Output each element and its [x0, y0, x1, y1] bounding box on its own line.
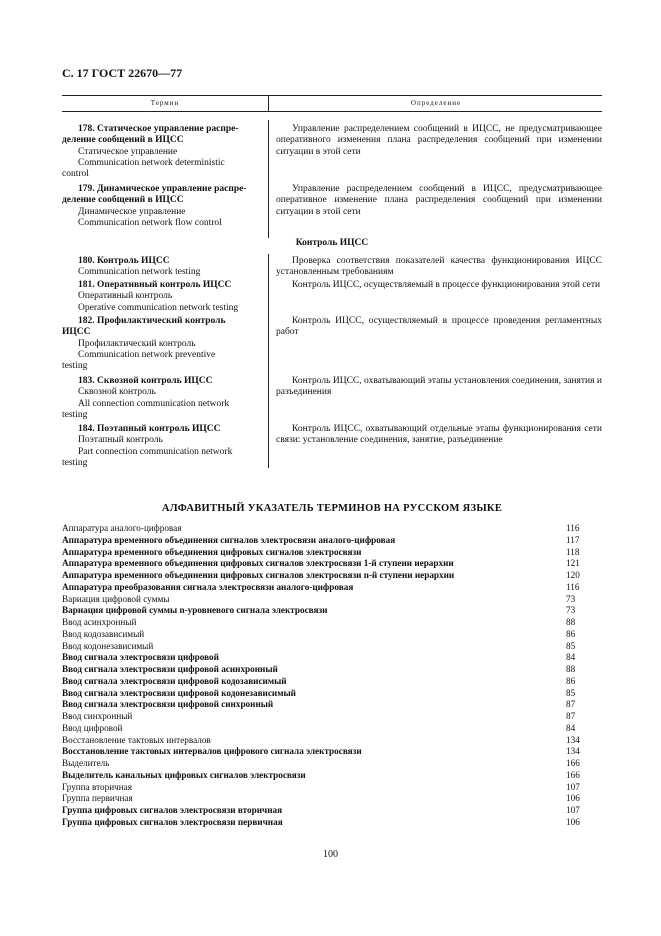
index-page-ref: 107	[566, 781, 580, 792]
term-title: 178. Статическое управление распре-	[78, 124, 239, 134]
index-row	[62, 711, 602, 723]
index-row	[62, 605, 602, 617]
definition-183	[276, 376, 602, 399]
index-page-ref: 73	[566, 593, 576, 604]
index-term: Аппаратура преобразования сигнала электросвязи аналого-цифровая	[62, 581, 354, 592]
index-row	[62, 676, 602, 688]
index-page-ref: 116	[566, 523, 580, 533]
definition-184	[276, 424, 602, 447]
index-term: Аппаратура аналого-цифровая	[62, 523, 182, 533]
index-page-ref: 118	[566, 546, 580, 557]
index-page-ref: 87	[566, 699, 576, 710]
index-row	[62, 547, 602, 559]
term-synonym: Сквозной контроль	[78, 387, 156, 398]
index-row	[62, 617, 602, 629]
index-row	[62, 652, 602, 664]
index-page-ref: 166	[566, 769, 580, 780]
alphabetical-index	[62, 523, 602, 829]
index-term: Группа первичная	[62, 793, 133, 804]
term-synonym: Поэтапный контроль	[78, 435, 163, 446]
index-term: Ввод сигнала электросвязи цифровой кодозависимый	[62, 675, 287, 686]
term-title: 183. Сквозной контроль ИЦСС	[78, 376, 213, 386]
index-row	[62, 629, 602, 641]
index-term: Аппаратура временного объединения сигналов электросвязи аналого-цифровая	[62, 534, 396, 545]
index-page-ref: 86	[566, 628, 576, 639]
index-page-ref: 107	[566, 805, 580, 815]
index-term: Ввод цифровой	[62, 722, 123, 733]
term-title: 180. Контроль ИЦСС	[78, 256, 170, 266]
index-page-ref: 106	[566, 793, 580, 804]
term-synonym: Профилактический контроль	[78, 338, 196, 349]
index-row	[62, 570, 602, 582]
index-page-ref: 88	[566, 617, 576, 627]
term-entry-180	[62, 256, 266, 279]
term-english: Communication network testing	[78, 267, 201, 278]
term-synonym: Оперативный контроль	[78, 291, 173, 302]
index-page-ref: 73	[566, 605, 576, 616]
index-page-ref: 121	[566, 558, 580, 569]
index-term: Аппаратура временного объединения цифровых сигналов электросвязи n-й ступени иерархии	[62, 570, 455, 580]
definition-text: Проверка соответствия показателей качества функционирования ИЦСС установленным требованиям	[276, 256, 602, 278]
index-page-ref: 85	[566, 687, 576, 698]
index-row	[62, 817, 602, 829]
index-page-ref: 117	[566, 534, 580, 545]
column-header-term: Термин	[150, 99, 180, 107]
page-number: 100	[323, 849, 338, 860]
term-entry-179	[62, 184, 266, 229]
term-title: деление сообщений в ИЦСС	[62, 135, 184, 146]
term-title: деление сообщений в ИЦСС	[62, 195, 184, 206]
term-title: 182. Профилактический контроль	[78, 316, 226, 326]
term-entry-182	[62, 316, 266, 372]
definition-text: Контроль ИЦСС, осуществляемый в процессе функционирования этой сети	[292, 280, 601, 290]
index-row	[62, 523, 602, 535]
term-english: Communication network deterministic	[78, 157, 225, 168]
index-row	[62, 723, 602, 735]
index-term: Ввод сигнала электросвязи цифровой кодонезависимый	[62, 687, 296, 698]
index-term: Группа цифровых сигналов электросвязи первичная	[62, 816, 283, 827]
index-row	[62, 782, 602, 794]
term-title: ИЦСС	[62, 327, 91, 338]
index-term: Ввод асинхронный	[62, 617, 137, 627]
term-english: control	[62, 169, 89, 180]
index-term: Восстановление тактовых интервалов	[62, 734, 211, 745]
term-entry-178	[62, 124, 266, 180]
column-divider	[268, 120, 269, 238]
term-synonym: Динамическое управление	[78, 206, 186, 217]
index-row	[62, 805, 602, 817]
column-header-definition: Определение	[410, 99, 462, 107]
term-title: 179. Динамическое управление распре-	[78, 184, 247, 194]
term-english: Communication network preventive	[78, 349, 216, 360]
index-row	[62, 758, 602, 770]
section-title: Контроль ИЦСС	[295, 238, 369, 248]
term-english: testing	[62, 409, 88, 420]
index-term: Группа вторичная	[62, 781, 132, 792]
index-term: Вариация цифровой суммы	[62, 593, 170, 604]
index-page-ref: 84	[566, 722, 576, 733]
index-term: Группа цифровых сигналов электросвязи вторичная	[62, 805, 283, 815]
index-term: Вариация цифровой суммы n-уровневого сигнала электросвязи	[62, 605, 328, 616]
definition-179	[276, 184, 602, 218]
index-page-ref: 88	[566, 664, 576, 674]
term-english: Communication network flow control	[78, 217, 222, 228]
index-row	[62, 746, 602, 758]
term-entry-183	[62, 376, 266, 421]
index-page-ref: 134	[566, 746, 580, 757]
definition-181	[276, 280, 602, 291]
index-row	[62, 699, 602, 711]
index-term: Аппаратура временного объединения цифровых сигналов электросвязи	[62, 546, 362, 557]
index-term: Аппаратура временного объединения цифровых сигналов электросвязи 1-й ступени иерархии	[62, 558, 454, 569]
definition-text: Управление распределением сообщений в ИЦСС, не предусматривающее оперативного изменения плана распределения сообщений при изменении ситуации в этой сети	[276, 124, 602, 157]
page-header: С. 17 ГОСТ 22670—77	[62, 66, 183, 80]
index-term: Восстановление тактовых интервалов цифрового сигнала электросвязи	[62, 746, 362, 757]
index-term: Ввод кодозависимый	[62, 628, 145, 639]
term-english: testing	[62, 361, 88, 372]
index-row	[62, 770, 602, 782]
index-page-ref: 166	[566, 758, 580, 768]
index-term: Ввод кодонезависимый	[62, 640, 154, 651]
term-english: All connection communication network	[78, 398, 230, 409]
index-term: Ввод синхронный	[62, 711, 133, 721]
term-english: Operative communication network testing	[78, 302, 239, 313]
index-page-ref: 84	[566, 652, 576, 663]
definition-text: Контроль ИЦСС, охватывающий отдельные этапы функционирования сети связи: установление соединения, занятие, разъединение	[276, 424, 602, 446]
index-page-ref: 116	[566, 581, 580, 592]
index-term: Ввод сигнала электросвязи цифровой	[62, 652, 219, 663]
term-entry-184	[62, 424, 266, 469]
index-page-ref: 86	[566, 675, 576, 686]
index-page-ref: 120	[566, 570, 580, 580]
index-row	[62, 664, 602, 676]
definition-text: Управление распределением сообщений в ИЦСС, предусматривающее оперативное изменение плана распределения сообщений при изменении ситуации в этой сети	[276, 184, 602, 217]
index-row	[62, 793, 602, 805]
definition-182	[276, 316, 602, 339]
index-row	[62, 594, 602, 606]
definition-178	[276, 124, 602, 158]
index-page-ref: 87	[566, 711, 576, 721]
index-term: Выделитель канальных цифровых сигналов электросвязи	[62, 769, 306, 780]
index-row	[62, 535, 602, 547]
index-row	[62, 735, 602, 747]
term-english: testing	[62, 457, 88, 468]
term-title: 181. Оперативный контроль ИЦСС	[78, 280, 232, 290]
term-entry-181	[62, 280, 266, 314]
column-divider	[268, 95, 269, 111]
term-title: 184. Поэтапный контроль ИЦСС	[78, 424, 221, 434]
index-term: Ввод сигнала электросвязи цифровой синхронный	[62, 699, 274, 710]
definition-text: Контроль ИЦСС, охватывающий этапы установления соединения, занятия и разъединения	[276, 376, 602, 398]
index-page-ref: 134	[566, 734, 580, 745]
index-row	[62, 582, 602, 594]
index-term: Выделитель	[62, 758, 110, 768]
term-synonym: Статическое управление	[78, 146, 178, 157]
column-divider	[268, 254, 269, 468]
definition-180	[276, 256, 602, 279]
index-row	[62, 688, 602, 700]
index-title: АЛФАВИТНЫЙ УКАЗАТЕЛЬ ТЕРМИНОВ НА РУССКОМ ЯЗЫКЕ	[161, 503, 503, 514]
definition-text: Контроль ИЦСС, осуществляемый в процессе проведения регламентных работ	[276, 316, 602, 338]
index-page-ref: 106	[566, 816, 580, 827]
table-top-rule	[62, 95, 602, 96]
index-row	[62, 641, 602, 653]
index-row	[62, 558, 602, 570]
table-header-rule	[62, 111, 602, 112]
term-english: Part connection communication network	[78, 446, 233, 457]
index-page-ref: 85	[566, 640, 576, 651]
index-term: Ввод сигнала электросвязи цифровой асинхронный	[62, 664, 278, 674]
